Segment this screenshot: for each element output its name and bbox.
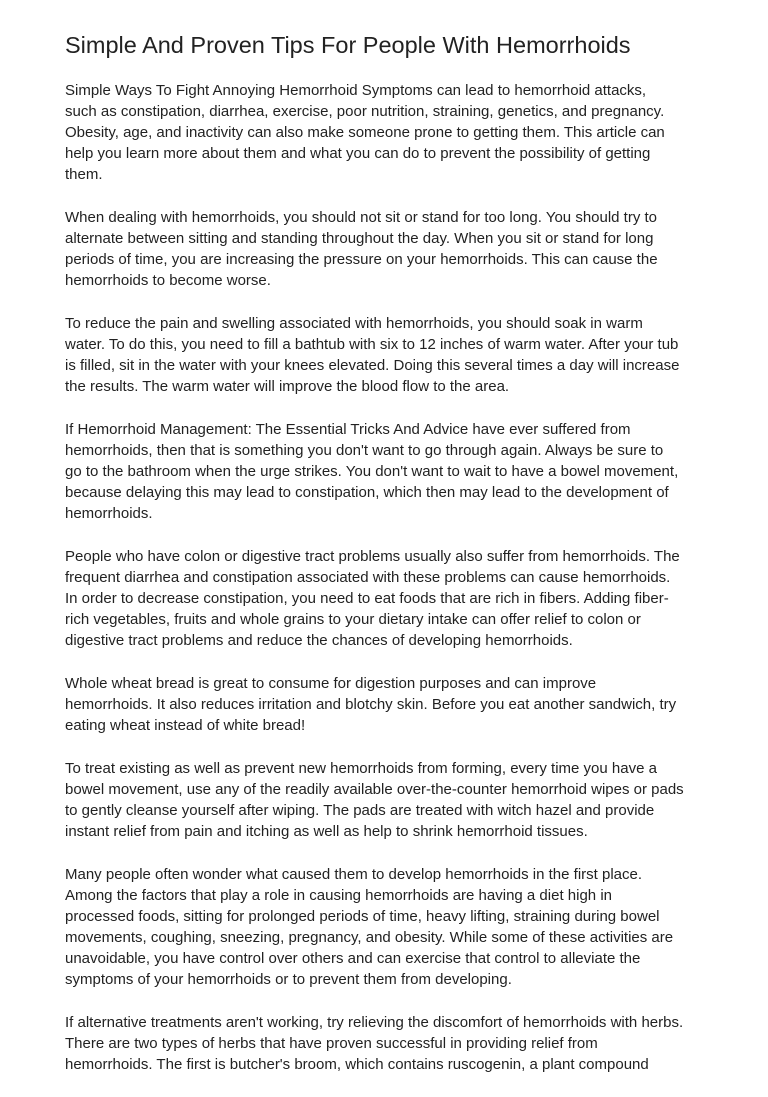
paragraph-line: To reduce the pain and swelling associated with hemorrhoids, you should soak in warm (65, 315, 643, 332)
paragraph-line: water. To do this, you need to fill a bathtub with six to 12 inches of warm water. After your tub (65, 336, 679, 353)
paragraph-line: hemorrhoids. The first is butcher's broom, which contains ruscogenin, a plant compound (65, 1056, 649, 1073)
document-title: Simple And Proven Tips For People With Hemorrhoids (65, 32, 631, 58)
paragraph-line: symptoms of your hemorrhoids or to prevent them from developing. (65, 971, 512, 988)
paragraph-line: Obesity, age, and inactivity can also make someone prone to getting them. This article can (65, 124, 665, 141)
paragraph-line: instant relief from pain and itching as well as help to shrink hemorrhoid tissues. (65, 823, 588, 840)
paragraph-line: go to the bathroom when the urge strikes. You don't want to wait to have a bowel movement, (65, 463, 679, 480)
paragraph-line: because delaying this may lead to constipation, which then may lead to the development of (65, 484, 669, 501)
paragraph-line: When dealing with hemorrhoids, you should not sit or stand for too long. You should try to (65, 209, 658, 226)
paragraph-line: Many people often wonder what caused them to develop hemorrhoids in the first place. (65, 866, 643, 883)
paragraph-line: is filled, sit in the water with your knees elevated. Doing this several times a day will increase (65, 357, 680, 374)
paragraph-line: unavoidable, you have control over others and can exercise that control to alleviate the (65, 950, 641, 967)
paragraph-line: help you learn more about them and what you can do to prevent the possibility of getting (65, 145, 651, 162)
paragraph-6 (65, 673, 710, 736)
paragraph-line: alternate between sitting and standing throughout the day. When you sit or stand for long (65, 230, 654, 247)
paragraph-line: hemorrhoids. (65, 505, 153, 522)
paragraph-line: In order to decrease constipation, you need to eat foods that are rich in fibers. Adding fiber- (65, 590, 669, 607)
paragraph-line: bowel movement, use any of the readily available over-the-counter hemorrhoid wipes or pads (65, 781, 684, 798)
paragraph-line: There are two types of herbs that have proven successful in providing relief from (65, 1035, 598, 1052)
paragraph-8 (65, 864, 710, 990)
paragraph-3 (65, 313, 710, 397)
document-page (65, 30, 710, 1097)
paragraph-line: Simple Ways To Fight Annoying Hemorrhoid Symptoms can lead to hemorrhoid attacks, (65, 82, 647, 99)
paragraph-line: the results. The warm water will improve the blood flow to the area. (65, 378, 510, 395)
paragraph-line: digestive tract problems and reduce the chances of developing hemorrhoids. (65, 632, 573, 649)
paragraph-line: to gently cleanse yourself after wiping. The pads are treated with witch hazel and provide (65, 802, 655, 819)
paragraph-line: movements, coughing, sneezing, pregnancy, and obesity. While some of these activities are (65, 929, 674, 946)
paragraph-2 (65, 207, 710, 291)
paragraph-7 (65, 758, 710, 842)
paragraph-line: them. (65, 166, 103, 183)
paragraph-1 (65, 80, 710, 185)
paragraph-line: hemorrhoids to become worse. (65, 272, 271, 289)
paragraph-line: If alternative treatments aren't working, try relieving the discomfort of hemorrhoids with herbs. (65, 1014, 684, 1031)
paragraph-line: To treat existing as well as prevent new hemorrhoids from forming, every time you have a (65, 760, 657, 777)
paragraph-line: People who have colon or digestive tract problems usually also suffer from hemorrhoids. The (65, 548, 680, 565)
paragraph-line: hemorrhoids. It also reduces irritation and blotchy skin. Before you eat another sandwich, try (65, 696, 677, 713)
paragraph-9 (65, 1012, 710, 1075)
paragraph-5 (65, 546, 710, 651)
paragraph-line: such as constipation, diarrhea, exercise, poor nutrition, straining, genetics, and pregnancy. (65, 103, 665, 120)
paragraph-line: If Hemorrhoid Management: The Essential Tricks And Advice have ever suffered from (65, 421, 631, 438)
paragraph-line: rich vegetables, fruits and whole grains to your dietary intake can offer relief to colon or (65, 611, 641, 628)
paragraph-line: periods of time, you are increasing the pressure on your hemorrhoids. This can cause the (65, 251, 658, 268)
paragraph-line: frequent diarrhea and constipation associated with these problems can cause hemorrhoids. (65, 569, 671, 586)
paragraph-line: Among the factors that play a role in causing hemorrhoids are having a diet high in (65, 887, 612, 904)
paragraph-line: hemorrhoids, then that is something you don't want to go through again. Always be sure to (65, 442, 664, 459)
paragraph-line: Whole wheat bread is great to consume for digestion purposes and can improve (65, 675, 597, 692)
paragraph-line: processed foods, sitting for prolonged periods of time, heavy lifting, straining during bowel (65, 908, 660, 925)
paragraph-4 (65, 419, 710, 524)
paragraph-line: eating wheat instead of white bread! (65, 717, 306, 734)
